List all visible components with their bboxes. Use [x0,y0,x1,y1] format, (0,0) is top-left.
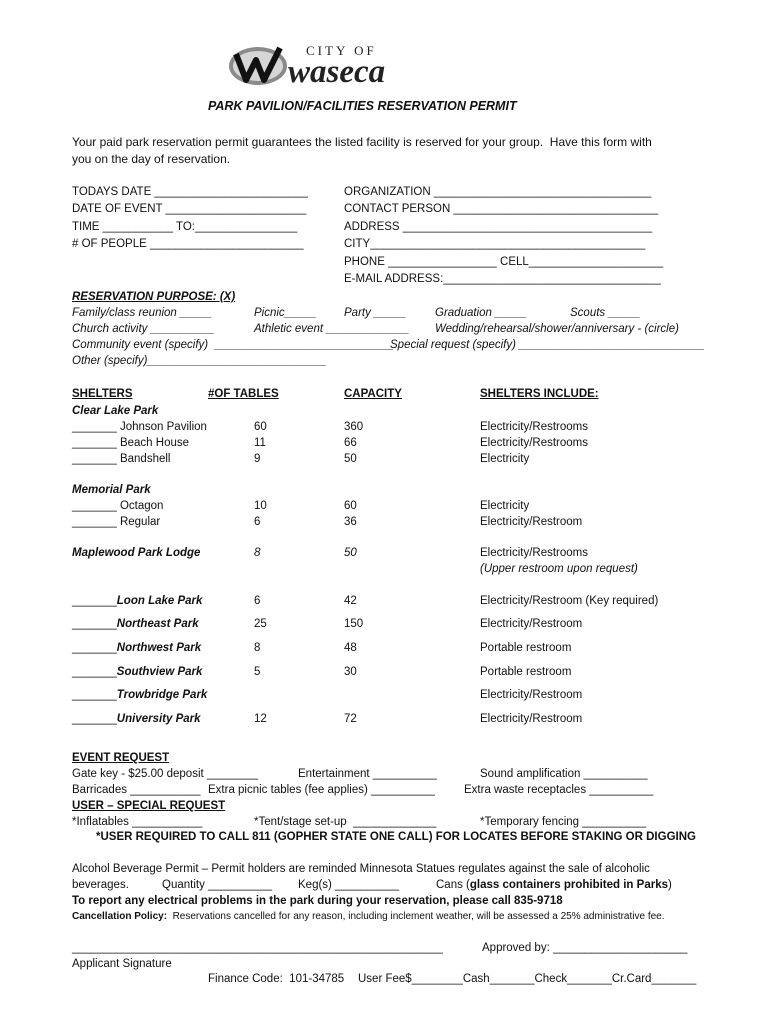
maplewood-name[interactable]: Maplewood Park Lodge [72,547,201,559]
park-blank[interactable]: _______ [72,666,117,678]
cancellation-policy-text: Reservations cancelled for any reason, including inclement weather, will be assessed a 25% administrative fee. [167,911,665,922]
purpose-special-request[interactable]: Special request (specify) _____________________________ [390,339,705,351]
city-of-waseca-logo [228,40,448,88]
shelter-tables: 10 [254,500,267,512]
purpose-community-event[interactable]: Community event (specify) ____________________________ [72,339,394,351]
call-811-notice: *USER REQUIRED TO CALL 811 (GOPHER STATE ONE CALL) FOR LOCATES BEFORE STAKING OR DIGGING [96,831,696,843]
date-of-event-field[interactable]: DATE OF EVENT ______________________ [72,203,307,215]
group-heading: Memorial Park [72,484,151,496]
purpose-church-activity[interactable]: Church activity __________ [72,323,215,335]
park-name: Northeast Park [116,618,199,630]
shelter-includes: Electricity [480,500,530,512]
gate-key-field[interactable]: Gate key - $25.00 deposit ________ [72,768,259,780]
svg-text:CITY OF: CITY OF [306,43,377,58]
temporary-fencing-field[interactable]: *Temporary fencing __________ [480,816,647,828]
purpose-scouts[interactable]: Scouts _____ [570,307,641,319]
reservation-purpose-heading: RESERVATION PURPOSE: (X) [72,291,236,303]
park-name: Southview Park [116,666,203,678]
park-includes: Electricity/Restroom (Key required) [480,595,659,607]
tent-stage-field[interactable]: *Tent/stage set-up _____________ [254,816,437,828]
park-blank[interactable]: _______ [72,689,117,701]
address-field[interactable]: ADDRESS _______________________________________ [344,221,653,233]
time-field[interactable]: TIME ___________ TO:________________ [72,221,298,233]
park-includes: Electricity/Restroom [480,713,583,725]
park-includes: Portable restroom [480,666,572,678]
shelter-name[interactable]: _______ Regular [72,516,161,528]
shelter-capacity: 66 [344,437,357,449]
park-tables: 25 [254,618,267,630]
maplewood-capacity: 50 [344,547,357,559]
cans-field[interactable] [436,878,672,892]
shelter-capacity: 50 [344,453,357,465]
park-capacity: 72 [344,713,357,725]
intro-line-1: Your paid park reservation permit guarantees the listed facility is reserved for your group. Have this form with [72,135,652,149]
kegs-field[interactable]: Keg(s) __________ [298,879,400,891]
shelter-name[interactable]: _______ Johnson Pavilion [72,421,207,433]
intro-line-2: you on the day of reservation. [72,152,231,166]
park-row[interactable] [72,617,199,631]
number-of-people-field[interactable]: # OF PEOPLE ________________________ [72,238,304,250]
email-field[interactable]: E-MAIL ADDRESS:__________________________________ [344,273,661,285]
extra-picnic-tables-field[interactable]: Extra picnic tables (fee applies) __________ [208,784,435,796]
organization-field[interactable]: ORGANIZATION __________________________________ [344,186,652,198]
sound-amplification-field[interactable]: Sound amplification __________ [480,768,648,780]
shelter-name[interactable]: _______ Beach House [72,437,190,449]
park-row[interactable] [72,712,201,726]
shelter-includes: Electricity/Restrooms [480,437,588,449]
alcohol-permit-text: Alcohol Beverage Permit – Permit holders are reminded Minnesota Statues regulates against the sale of alcoholic [72,863,650,875]
electrical-problems-notice: To report any electrical problems in the park during your reservation, please call 835-9718 [72,895,563,907]
user-special-request-heading: USER – SPECIAL REQUEST [72,800,226,812]
park-name: University Park [116,713,201,725]
maplewood-note: (Upper restroom upon request) [480,563,638,575]
user-fee-field[interactable]: User Fee$________Cash_______Check_______Cr.Card_______ [358,973,697,985]
purpose-family-reunion[interactable]: Family/class reunion _____ [72,307,212,319]
shelter-capacity: 60 [344,500,357,512]
purpose-party[interactable]: Party _____ [344,307,407,319]
park-includes: Electricity/Restroom [480,689,583,701]
maplewood-includes: Electricity/Restrooms [480,547,588,559]
park-row[interactable] [72,688,207,702]
includes-column-header: SHELTERS INCLUDE: [480,388,599,400]
park-blank[interactable]: _______ [72,642,117,654]
park-capacity: 48 [344,642,357,654]
cancellation-policy-label: Cancellation Policy: [72,911,168,922]
park-tables: 8 [254,642,261,654]
park-capacity: 42 [344,595,357,607]
quantity-field[interactable]: Quantity __________ [162,879,272,891]
cans-label: Cans ( [436,879,470,891]
shelter-tables: 9 [254,453,261,465]
shelter-tables: 60 [254,421,267,433]
alcohol-beverages-label: beverages. [72,879,129,891]
svg-text:waseca: waseca [288,54,386,88]
park-blank[interactable]: _______ [72,595,117,607]
purpose-graduation[interactable]: Graduation _____ [435,307,528,319]
todays-date-field[interactable]: TODAYS DATE ________________________ [72,186,308,198]
park-tables: 5 [254,666,261,678]
park-name: Trowbridge Park [116,689,208,701]
park-row[interactable] [72,594,202,608]
glass-prohibited-note: glass containers prohibited in Parks [469,879,668,891]
shelter-includes: Electricity/Restroom [480,516,583,528]
park-blank[interactable]: _______ [72,618,117,630]
shelter-capacity: 360 [344,421,364,433]
cans-close: ) [668,879,672,891]
event-request-heading: EVENT REQUEST [72,752,170,764]
extra-waste-receptacles-field[interactable]: Extra waste receptacles __________ [464,784,654,796]
park-tables: 12 [254,713,267,725]
signature-line[interactable]: __________________________________________________________ [72,942,443,954]
applicant-signature-label: Applicant Signature [72,958,172,970]
maplewood-tables: 8 [254,547,261,559]
inflatables-field[interactable]: *Inflatables ___________ [72,816,203,828]
entertainment-field[interactable]: Entertainment __________ [298,768,437,780]
city-field[interactable]: CITY___________________________________________ [344,238,646,250]
park-name: Northwest Park [116,642,202,654]
park-includes: Portable restroom [480,642,572,654]
capacity-column-header: CAPACITY [344,388,402,400]
park-row[interactable] [72,641,201,655]
phone-cell-field[interactable]: PHONE _________________ CELL_____________________ [344,256,664,268]
barricades-field[interactable]: Barricades ___________ [72,784,201,796]
contact-person-field[interactable]: CONTACT PERSON ________________________________ [344,203,659,215]
park-blank[interactable]: _______ [72,713,117,725]
park-capacity: 30 [344,666,357,678]
group-heading: Clear Lake Park [72,405,159,417]
shelter-tables: 11 [254,437,266,449]
park-name: Loon Lake Park [116,595,203,607]
park-capacity: 150 [344,618,364,630]
shelter-capacity: 36 [344,516,357,528]
approved-by-field[interactable]: Approved by: _____________________ [482,942,688,954]
purpose-other[interactable]: Other (specify)____________________________ [72,355,327,367]
cancellation-policy [72,910,665,924]
shelter-name[interactable]: _______ Octagon [72,500,164,512]
purpose-wedding[interactable]: Wedding/rehearsal/shower/anniversary - (circle) [435,323,679,335]
shelter-includes: Electricity [480,453,530,465]
park-includes: Electricity/Restroom [480,618,583,630]
park-row[interactable] [72,665,202,679]
purpose-athletic-event[interactable]: Athletic event _____________ [254,323,410,335]
purpose-picnic[interactable]: Picnic_____ [254,307,317,319]
shelter-name[interactable]: _______ Bandshell [72,453,171,465]
park-tables: 6 [254,595,261,607]
shelter-includes: Electricity/Restrooms [480,421,588,433]
finance-code: Finance Code: 101-34785 [208,973,345,985]
form-title: PARK PAVILION/FACILITIES RESERVATION PERMIT [208,99,517,113]
shelters-column-header: SHELTERS [72,388,133,400]
tables-column-header: #OF TABLES [208,388,279,400]
shelter-tables: 6 [254,516,261,528]
